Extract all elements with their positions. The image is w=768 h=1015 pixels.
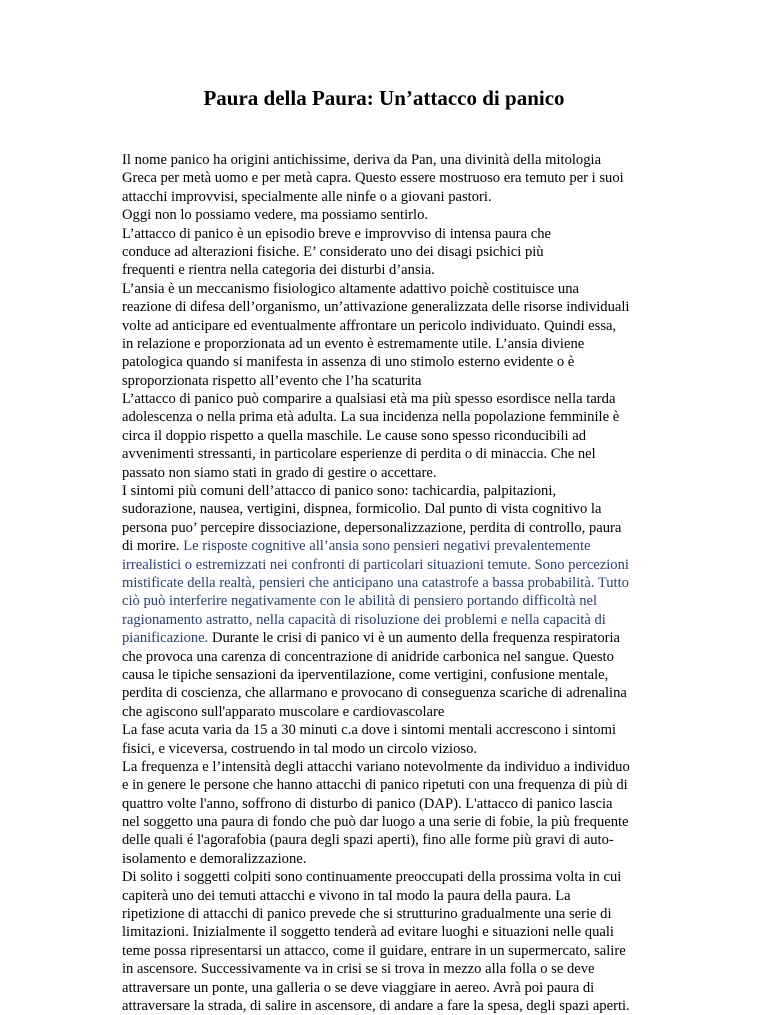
text-line: [122, 574, 682, 592]
text-line: [122, 519, 682, 537]
text-line: [122, 684, 682, 702]
highlighted-text: mistificate della realtà, pensieri che anticipano una catastrofe a bassa probabilità. Tutto: [122, 574, 629, 591]
text-line: [122, 206, 682, 224]
text-segment: attraversare la strada, di salire in ascensore, di andare a fare la spesa, degli spazi aperti.: [122, 997, 630, 1014]
text-segment: La fase acuta varia da 15 a 30 minuti c.a dove i sintomi mentali accrescono i sintomi: [122, 722, 616, 739]
text-line: [122, 923, 682, 941]
text-line: [122, 353, 682, 371]
text-line: [122, 997, 682, 1015]
text-line: [122, 979, 682, 997]
text-segment: patologica quando si manifesta in assenza di uno stimolo esterno evidente o è: [122, 354, 575, 371]
text-line: [122, 831, 682, 849]
text-segment: circa il doppio rispetto a quella maschile. Le cause sono spesso riconducibili ad: [122, 427, 587, 444]
text-line: [122, 188, 682, 206]
text-segment: L’attacco di panico è un episodio breve e improvviso di intensa paura che: [122, 225, 552, 242]
text-segment: ripetizione di attacchi di panico prevede che si strutturino gradualmente una serie di: [122, 906, 612, 923]
text-line: [122, 243, 682, 261]
text-segment: isolamento e demoralizzazione.: [122, 850, 307, 867]
text-line: [122, 500, 682, 518]
text-segment: teme possa ripresentarsi un attacco, come il guidare, entrare in un supermercato, salire: [122, 942, 626, 959]
text-segment: Durante le crisi di panico vi è un aumento della frequenza respiratoria: [208, 630, 621, 647]
text-line: [122, 740, 682, 758]
text-segment: limitazioni. Inizialmente il soggetto tenderà ad evitare luoghi e situazioni nelle quali: [122, 924, 614, 941]
text-line: [122, 795, 682, 813]
text-line: [122, 390, 682, 408]
text-line: [122, 703, 682, 721]
text-line: [122, 776, 682, 794]
text-line: [122, 813, 682, 831]
text-segment: sproporzionata rispetto all’evento che l’ha scaturita: [122, 372, 422, 389]
text-segment: I sintomi più comuni dell’attacco di panico sono: tachicardia, palpitazioni,: [122, 483, 557, 500]
text-segment: nel soggetto una paura di fondo che può dar luogo a una serie di fobie, la più frequente: [122, 814, 629, 831]
text-line: [122, 298, 682, 316]
text-line: [122, 611, 682, 629]
text-segment: e in genere le persone che hanno attacchi di panico ripetuti con una frequenza di più di: [122, 777, 628, 794]
text-line: [122, 960, 682, 978]
text-segment: La frequenza e l’intensità degli attacchi variano notevolmente da individuo a individuo: [122, 758, 630, 775]
text-line: [122, 482, 682, 500]
text-line: [122, 629, 682, 647]
highlighted-text: pianificazione.: [122, 630, 209, 647]
text-segment: Oggi non lo possiamo vedere, ma possiamo sentirlo.: [122, 207, 429, 224]
highlighted-text: irrealistici o estremizzati nei confronti di particolari situazioni temute. Sono percezioni: [122, 556, 629, 573]
text-segment: quattro volte l'anno, soffrono di disturbo di panico (DAP). L'attacco di panico lascia: [122, 795, 613, 812]
text-segment: in ascensore. Successivamente va in crisi se si trova in mezzo alla folla o se deve: [122, 961, 595, 978]
text-line: [122, 427, 682, 445]
text-line: [122, 225, 682, 243]
text-segment: reazione di difesa dell’organismo, un’attivazione generalizzata delle risorse individuali: [122, 299, 630, 316]
text-line: [122, 317, 682, 335]
text-line: [122, 280, 682, 298]
text-segment: passato non siamo stati in grado di gestire o accettare.: [122, 464, 437, 481]
text-segment: Di solito i soggetti colpiti sono continuamente preoccupati della prossima volta in cui: [122, 869, 622, 886]
text-segment: attraversare un ponte, una galleria o se deve viaggiare in aereo. Avrà poi paura di: [122, 979, 595, 996]
text-line: [122, 758, 682, 776]
text-line: [122, 868, 682, 886]
document-body: [122, 151, 682, 1015]
text-line: [122, 445, 682, 463]
text-segment: che provoca una carenza di concentrazione di anidride carbonica nel sangue. Questo: [122, 648, 614, 665]
text-segment: perdita di coscienza, che allarmano e provocano di conseguenza scariche di adrenalina: [122, 685, 627, 702]
text-line: [122, 335, 682, 353]
highlighted-text: ciò può interferire negativamente con le abilità di pensiero portando difficoltà nel: [122, 593, 598, 610]
text-segment: Il nome panico ha origini antichissime, deriva da Pan, una divinità della mitologia: [122, 152, 602, 168]
text-segment: che agiscono sull'apparato muscolare e cardiovascolare: [122, 703, 445, 720]
text-segment: Greca per metà uomo e per metà capra. Questo essere mostruoso era temuto per i suoi: [122, 170, 624, 187]
text-segment: volte ad anticipare ed eventualmente affrontare un pericolo individuato. Quindi essa,: [122, 317, 617, 334]
highlighted-text: ragionamento astratto, nella capacità di risoluzione dei problemi e nella capacità di: [122, 611, 606, 628]
text-segment: sudorazione, nausea, vertigini, dispnea, formicolio. Dal punto di vista cognitivo la: [122, 501, 602, 518]
text-line: [122, 648, 682, 666]
text-segment: L’attacco di panico può comparire a qualsiasi età ma più spesso esordisce nella tarda: [122, 391, 616, 408]
text-segment: avvenimenti stressanti, in particolare esperienze di perdita o di minaccia. Che nel: [122, 446, 596, 463]
text-segment: fisici, e viceversa, costruendo in tal modo un circolo vizioso.: [122, 740, 478, 757]
text-line: [122, 666, 682, 684]
text-line: [122, 592, 682, 610]
text-segment: causa le tipiche sensazioni da iperventilazione, come vertigini, confusione mentale,: [122, 666, 609, 683]
text-line: [122, 721, 682, 739]
text-segment: frequenti e rientra nella categoria dei disturbi d’ansia.: [122, 262, 435, 279]
highlighted-text: Le risposte cognitive all’ansia sono pensieri negativi prevalentemente: [183, 538, 591, 555]
text-line: [122, 372, 682, 390]
text-segment: persona puo’ percepire dissociazione, depersonalizzazione, perdita di controllo, paura: [122, 519, 622, 536]
text-line: [122, 169, 682, 187]
text-line: [122, 850, 682, 868]
text-line: [122, 464, 682, 482]
text-segment: attacchi improvvisi, specialmente alle ninfe o a giovani pastori.: [122, 188, 492, 205]
text-line: [122, 887, 682, 905]
text-segment: in relazione e proporzionata ad un evento è estremamente utile. L’ansia diviene: [122, 335, 585, 352]
text-line: [122, 537, 682, 555]
document-title: Paura della Paura: Un’attacco di panico: [203, 86, 565, 110]
text-line: [122, 261, 682, 279]
text-line: [122, 556, 682, 574]
text-line: [122, 905, 682, 923]
text-line: [122, 151, 682, 169]
text-segment: di morire.: [122, 538, 184, 555]
text-segment: conduce ad alterazioni fisiche. E’ considerato uno dei disagi psichici più: [122, 243, 544, 260]
text-segment: delle quali é l'agorafobia (paura degli spazi aperti), fino alle forme più gravi di auto-: [122, 832, 614, 849]
text-segment: L’ansia è un meccanismo fisiologico altamente adattivo poichè costituisce una: [122, 280, 579, 297]
text-line: [122, 408, 682, 426]
text-segment: adolescenza o nella prima età adulta. La sua incidenza nella popolazione femminile è: [122, 409, 620, 426]
text-line: [122, 942, 682, 960]
text-segment: capiterà uno dei temuti attacchi e vivono in tal modo la paura della paura. La: [122, 887, 571, 904]
